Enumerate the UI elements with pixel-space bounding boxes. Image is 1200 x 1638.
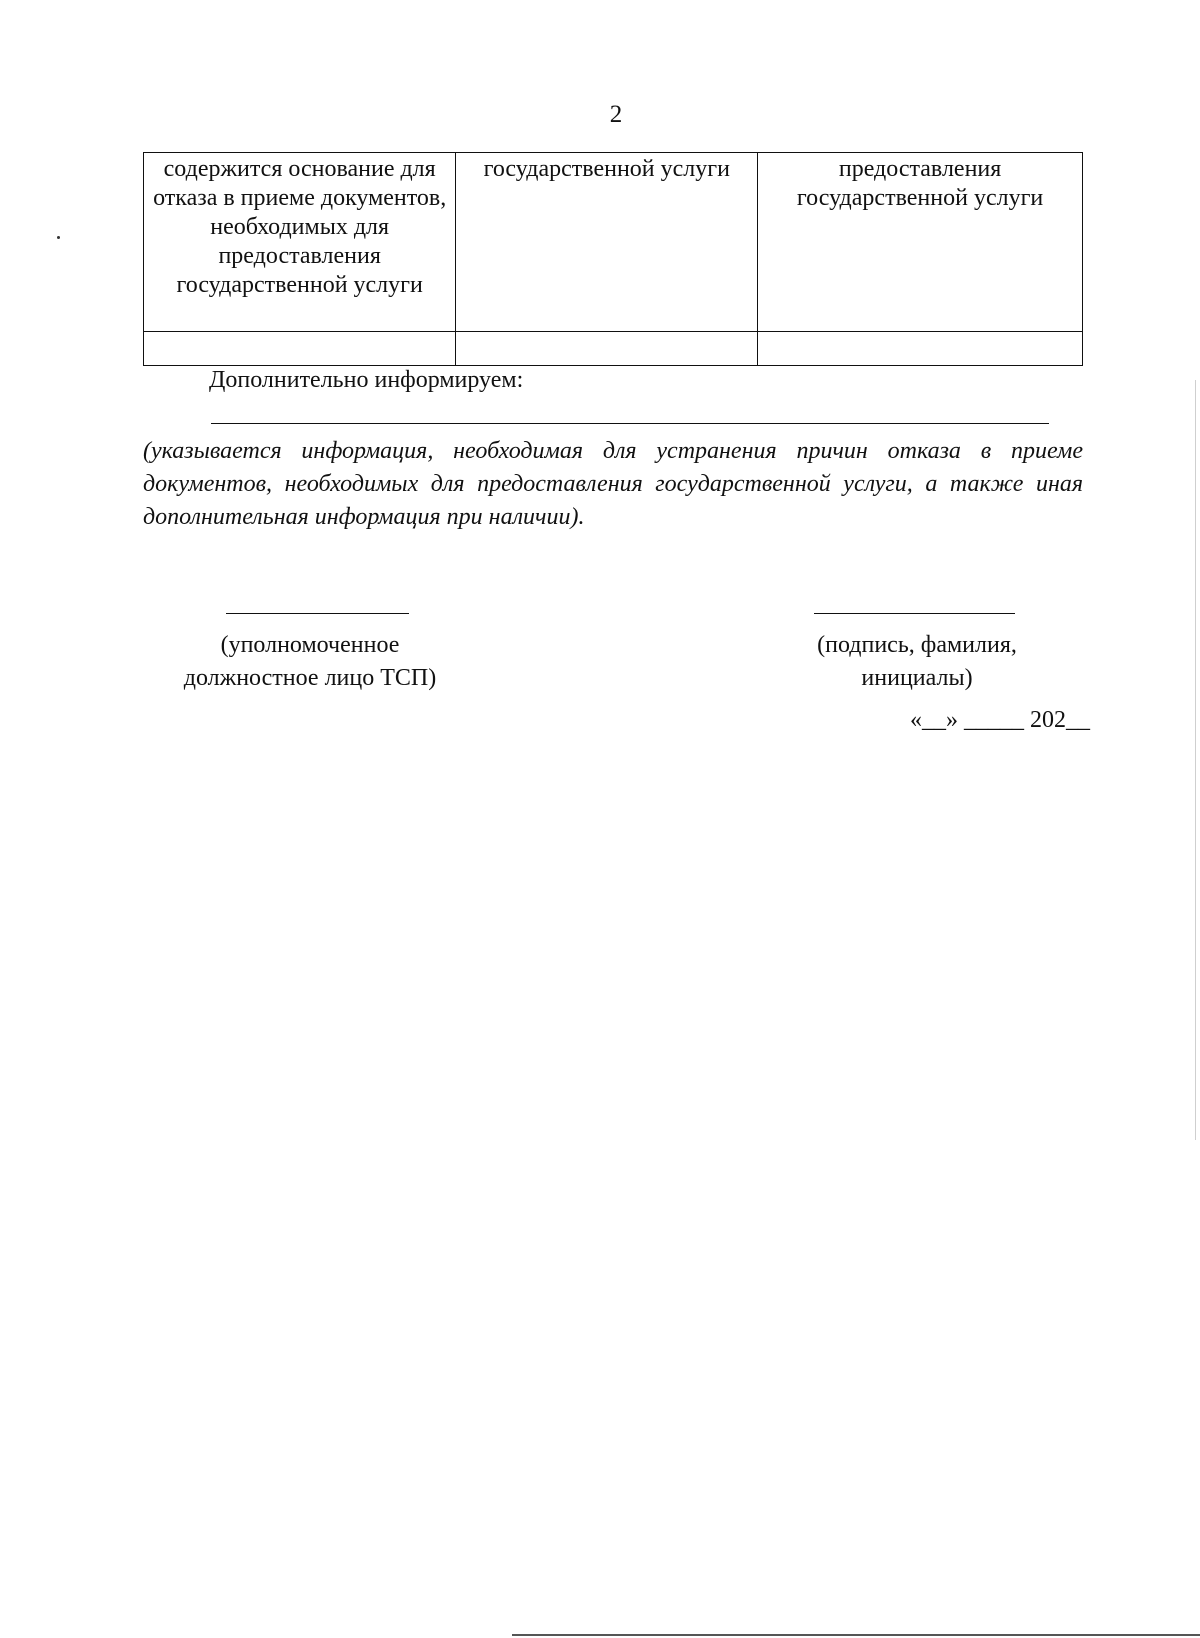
signature-caption-line-1: (подпись, фамилия, <box>817 632 1017 658</box>
signature-caption-line-2: инициалы) <box>861 665 973 691</box>
table-cell <box>144 332 456 366</box>
additional-info-note: (указывается информация, необходимая для устранения причин отказа в приеме документов, необходимых для предоставления государственной услуги, а также иная дополнительная информация при наличии). <box>143 438 1083 530</box>
scan-bottom-edge <box>512 1634 1200 1636</box>
table-cell: государственной услуги <box>456 153 758 332</box>
date-field: «__» _____ 202__ <box>910 707 1090 733</box>
official-caption-line-1: (уполномоченное <box>220 632 400 658</box>
additional-info-line <box>211 423 1049 424</box>
scan-speck <box>57 236 60 239</box>
official-signature-line <box>226 613 409 614</box>
table-cell <box>456 332 758 366</box>
table-cell: предоставления государственной услуги <box>758 153 1083 332</box>
table-cell <box>758 332 1083 366</box>
signature-name-line <box>814 613 1015 614</box>
table-cell: содержится основание для отказа в приеме документов, необходимых для предоставления государственной услуги <box>144 153 456 332</box>
official-caption <box>150 629 470 695</box>
document-table <box>143 152 1083 366</box>
official-caption-line-2: должностное лицо ТСП) <box>183 665 437 691</box>
additional-info-label: Дополнительно информируем: <box>209 367 524 393</box>
table-row-empty <box>144 332 1083 366</box>
page-number: 2 <box>609 101 623 128</box>
scan-right-edge <box>1195 380 1196 1140</box>
signature-caption <box>762 629 1072 695</box>
table-row <box>144 153 1083 332</box>
